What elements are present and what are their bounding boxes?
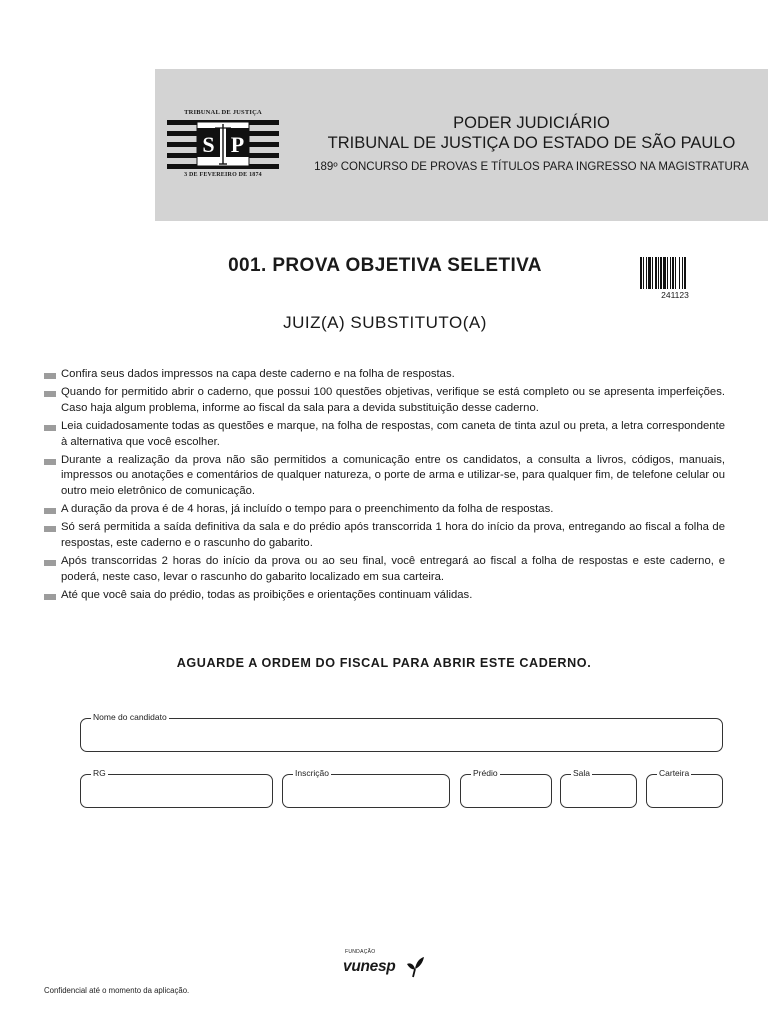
exam-role: JUIZ(A) SUBSTITUTO(A)	[283, 313, 487, 332]
inscricao-label: Inscrição	[295, 768, 330, 778]
barcode-bar	[684, 257, 686, 289]
instruction-text: Só será permitida a saída definitiva da sala e do prédio após transcorrida 1 hora do início da prova, entregando ao fiscal a folha de respostas, este caderno e o rascunho do gabarito.	[61, 521, 725, 549]
header-line-1: PODER JUDICIÁRIO	[453, 114, 610, 132]
header-line-2: TRIBUNAL DE JUSTIÇA DO ESTADO DE SÃO PAULO	[327, 134, 736, 152]
barcode-bar	[648, 257, 651, 289]
instruction-text: Após transcorridas 2 horas do início da prova ou ao seu final, você entregará ao fiscal a folha de respostas e este caderno, e poderá, neste caso, levar o rascunho do gabarito localizado em sua carteira.	[61, 555, 725, 583]
candidate-name-label: Nome do candidato	[93, 712, 167, 722]
instructions-list	[44, 367, 725, 606]
barcode-bar	[682, 257, 683, 289]
seal-top-text: TRIBUNAL DE JUSTIÇA	[184, 109, 262, 116]
inscricao-field[interactable]	[282, 768, 450, 808]
seal-letter-s: S	[202, 132, 215, 157]
predio-field[interactable]	[460, 768, 552, 808]
instruction-item	[44, 554, 725, 585]
rg-label: RG	[93, 768, 106, 778]
barcode-bar	[640, 257, 642, 289]
barcode-bar	[652, 257, 653, 289]
instruction-text: Até que você saia do prédio, todas as proibições e orientações continuam válidas.	[61, 588, 473, 601]
barcode-bar	[672, 257, 674, 289]
seal-emblem	[167, 118, 279, 172]
sala-label: Sala	[573, 768, 591, 778]
predio-label: Prédio	[473, 768, 498, 778]
barcode-bar	[667, 257, 668, 289]
instruction-text: Leia cuidadosamente todas as questões e marque, na folha de respostas, com caneta de tinta azul ou preta, a letra correspondente à alternativa que você escolher.	[61, 419, 725, 448]
exam-title: 001. PROVA OBJETIVA SELETIVA	[228, 255, 542, 276]
barcode	[640, 257, 710, 289]
instruction-text: Durante a realização da prova não são permitidos a comunicação entre os candidatos, a consulta a livros, códigos, manuais, impressos ou anotações e comentários de qualquer natureza, o porte de arma e utilizar-se, para qualquer fim, de telefone celular ou outro meio eletrônico de comunicação.	[61, 453, 725, 497]
instruction-item	[44, 385, 725, 416]
instruction-item	[44, 588, 725, 604]
rg-field[interactable]	[80, 768, 273, 808]
barcode-bar	[663, 257, 666, 289]
barcode-bar	[646, 257, 647, 289]
leaf-icon	[405, 952, 425, 978]
bullet-icon	[44, 560, 56, 566]
seal-letter-p: P	[230, 132, 245, 157]
sala-field[interactable]	[560, 768, 637, 808]
barcode-bar	[679, 257, 680, 289]
bullet-icon	[44, 425, 56, 431]
barcode-bar	[658, 257, 659, 289]
instruction-item	[44, 520, 725, 551]
bullet-icon	[44, 391, 56, 397]
barcode-bar	[643, 257, 644, 289]
instruction-item	[44, 502, 725, 518]
barcode-bar	[660, 257, 662, 289]
bullet-icon	[44, 373, 56, 379]
carteira-field[interactable]	[646, 768, 723, 808]
header-banner	[155, 69, 768, 221]
barcode-number: 241123	[661, 290, 689, 300]
confidential-note: Confidencial até o momento da aplicação.	[44, 986, 190, 995]
instruction-item	[44, 367, 725, 383]
barcode-bar	[675, 257, 676, 289]
instruction-item	[44, 419, 725, 450]
bullet-icon	[44, 594, 56, 600]
vunesp-logo	[343, 949, 425, 983]
instruction-text: A duração da prova é de 4 horas, já incluído o tempo para o preenchimento da folha de respostas.	[61, 503, 554, 516]
bullet-icon	[44, 459, 56, 465]
bullet-icon	[44, 526, 56, 532]
header-line-3: 189º CONCURSO DE PROVAS E TÍTULOS PARA INGRESSO NA MAGISTRATURA	[314, 161, 749, 173]
carteira-label: Carteira	[659, 768, 690, 778]
instruction-text: Quando for permitido abrir o caderno, que possui 100 questões objetivas, verifique se está completo ou se apresenta imperfeições. Caso haja algum problema, informe ao fiscal da sala para a devida substituição desse caderno.	[61, 386, 725, 414]
instruction-item	[44, 453, 725, 500]
logo-main-text: vunesp	[343, 958, 396, 975]
bullet-icon	[44, 508, 56, 514]
logo-small-text: FUNDAÇÃO	[345, 949, 376, 955]
barcode-bar	[655, 257, 657, 289]
barcode-bar	[670, 257, 671, 289]
notice-text: AGUARDE A ORDEM DO FISCAL PARA ABRIR ESTE CADERNO.	[176, 656, 592, 670]
court-seal	[167, 109, 279, 181]
instruction-text: Confira seus dados impressos na capa deste caderno e na folha de respostas.	[61, 368, 455, 380]
seal-bottom-text: 3 DE FEVEREIRO DE 1874	[184, 172, 262, 178]
candidate-name-field[interactable]	[80, 712, 723, 752]
